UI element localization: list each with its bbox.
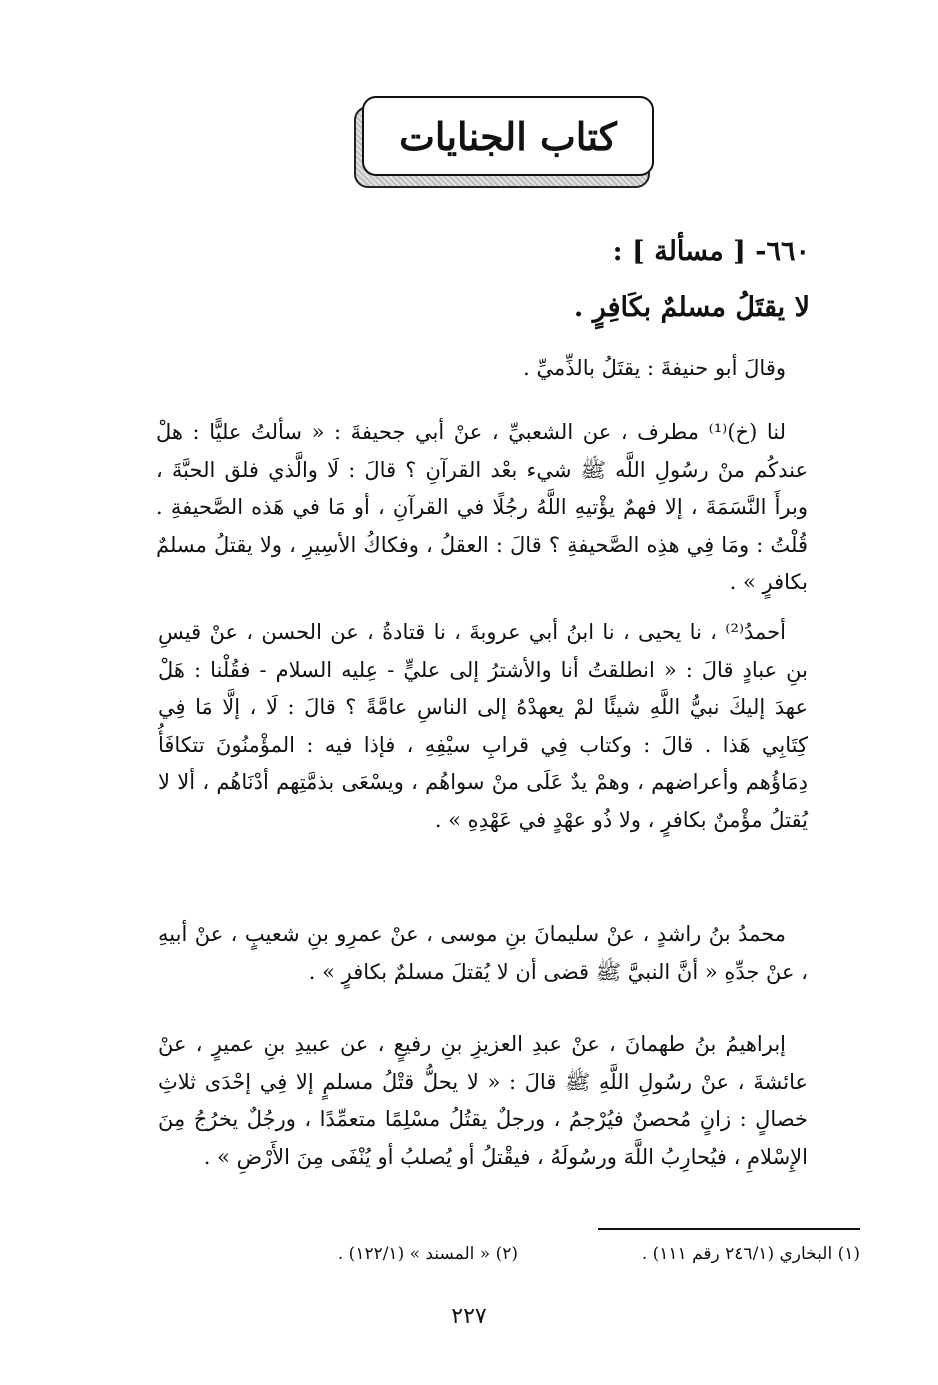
opinion-text: وقالَ أبو حنيفةَ : يقتَلُ بالذِّميِّ . [523, 356, 786, 380]
hadith-text-1: لنا (خ)⁽¹⁾ مطرف ، عن الشعبيِّ ، عنْ أبي جحيفةَ : « سألتُ عليًّا : هلْ عندكُم منْ رسُولِ اللَّه ﷺ شيء بعْد القرآنِ ؟ قالَ : لَا والَّذي فلق الحبَّةَ ، وبرأَ النَّسَمَةَ ، إلا فهمٌ يؤْتيهِ اللَّهُ رجُلًا في القرآنِ ، أو مَا في هَذه الصَّحيفةِ . قُلْتُ : ومَا فِي هذِه الصَّحيفةِ ؟ قالَ : العقلُ ، وفكاكُ الأسِيرِ ، ولا يقتلُ مسلمٌ بكافرٍ » . [156, 420, 808, 594]
hadith-paragraph-3 [158, 916, 808, 991]
chapter-title: كتاب الجنايات [399, 113, 617, 159]
issue-heading: ٦٦٠- [ مسألة ] : [612, 236, 810, 267]
footnote-2: (٢) « المسند » (١٢٢/١) . [337, 1244, 518, 1264]
hadith-text-4: إبراهيمُ بنُ طهمانَ ، عنْ عبدِ العزيزِ بنِ رفيعٍ ، عن عبيدِ بنِ عميرٍ ، عنْ عائشةَ ، عنْ رسُولِ اللَّهِ ﷺ قالَ : « لا يحلُّ قتْلُ مسلمٍ إلا فِي إحْدَى ثلاثِ خصالٍ : زانٍ مُحصنٌ فيُرْجمُ ، ورجلٌ يقتُلُ مسْلِمًا متعمِّدًا ، ورجُلٌ يخرُجُ مِنَ الإِسْلامِ ، فيُحارِبُ اللَّهَ ورسُولَهُ ، فيقْتلُ أو يُصلبُ أو يُنْفَى مِنَ الأَرْضِ » . [158, 1032, 808, 1169]
ruling-statement: لا يقتَلُ مسلمٌ بكَافِرٍ . [573, 292, 810, 323]
footnote-1: (١) البخاري (٢٤٦/١ رقم ١١١) . [641, 1244, 860, 1264]
footnote-divider [598, 1228, 860, 1230]
title-frame-box [362, 96, 654, 176]
opinion-paragraph [158, 350, 808, 388]
hadith-paragraph-1 [156, 414, 808, 602]
page-number: ٢٢٧ [451, 1304, 487, 1329]
chapter-title-frame [362, 96, 654, 184]
hadith-text-2: أحمدُ⁽²⁾ ، نا يحيى ، نا ابنُ أبي عروبةَ ، نا قتادةُ ، عن الحسن ، عنْ قيسِ بنِ عبادٍ قالَ : « انطلقتُ أنا والأشترُ إلى عليٍّ - عِليه السلام - فقُلْنا : هَلْ عهدَ إليكَ نبيُّ اللَّهِ شيئًا لمْ يعهدْهُ إلى الناسِ عامَّةً ؟ قالَ : لَا ، إلَّا مَا فِي كِتَابِي هَذا . قالَ : وكتاب فِي قرابِ سيْفِهِ ، فإذا فيه : المؤْمنُونَ تتكافَأُ دِمَاؤُهم وأعراضهم ، وهمْ يدٌ عَلَى منْ سواهُم ، ويسْعَى بذمَّتِهم أدْنَاهُم ، ألا لا يُقتلُ مؤْمنٌ بكافرٍ ، ولا ذُو عهْدٍ في عَهْدِهِ » . [158, 620, 808, 832]
hadith-text-3: محمدُ بنُ راشدٍ ، عنْ سليمانَ بنِ موسى ، عنْ عمرِو بنِ شعيبٍ ، عنْ أبيهِ ، عنْ جدِّهِ « أنَّ النبيَّ ﷺ قضى أن لا يُقتلَ مسلمٌ بكافرٍ » . [158, 922, 808, 984]
hadith-paragraph-2 [158, 614, 808, 839]
hadith-paragraph-4 [158, 1026, 808, 1176]
